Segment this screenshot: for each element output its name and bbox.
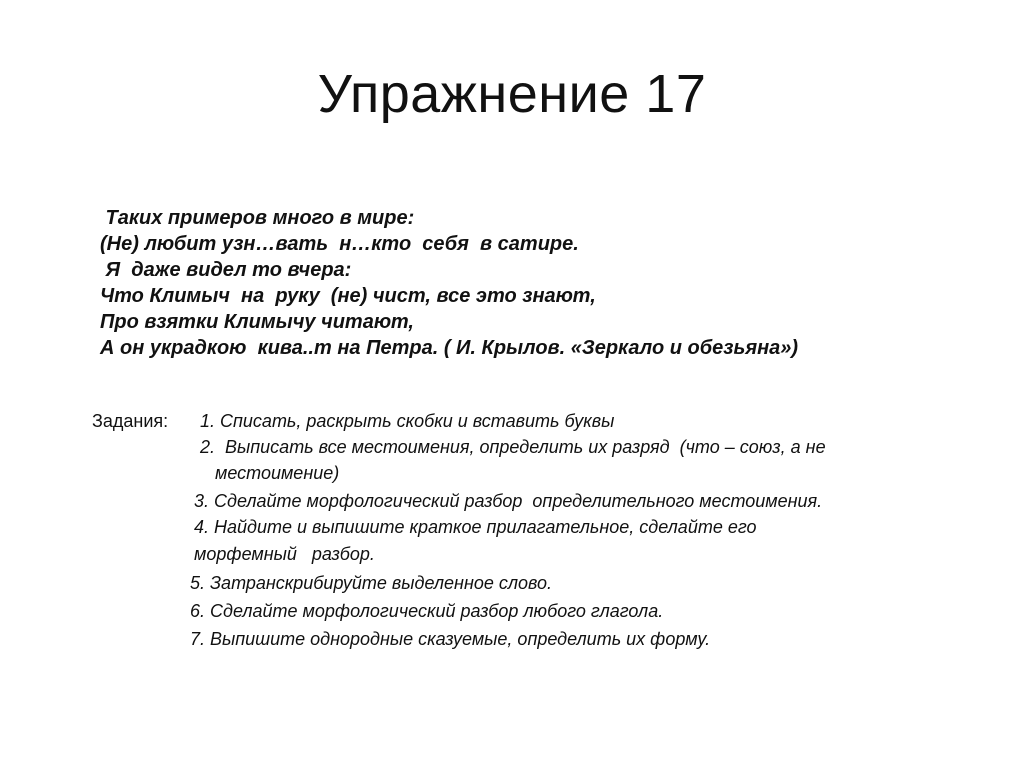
task-item-4: 4. Найдите и выпишите краткое прилагательное, сделайте его (194, 517, 757, 537)
tasks-block (0, 408, 1024, 688)
task-item-7: 7. Выпишите однородные сказуемые, определить их форму. (190, 629, 711, 649)
poem-line: А он украдкою кива..т на Петра. ( И. Крылов. «Зеркало и обезьяна») (100, 337, 799, 359)
poem-line: Я даже видел то вчера: (100, 259, 352, 281)
task-item-2-continued: местоимение) (215, 463, 340, 483)
task-item-3: 3. Сделайте морфологический разбор определительного местоимения. (194, 491, 823, 511)
tasks-label: Задания: (92, 411, 169, 431)
poem-line: (Не) любит узн…вать н…кто себя в сатире. (100, 233, 579, 255)
task-item-5: 5. Затранскрибируйте выделенное слово. (190, 573, 553, 593)
task-item-6: 6. Сделайте морфологический разбор любого глагола. (190, 601, 664, 621)
poem-line: Что Климыч на руку (не) чист, все это знают, (100, 285, 596, 307)
task-item-2: 2. Выписать все местоимения, определить их разряд (что – союз, а не (200, 437, 826, 457)
poem-line: Таких примеров много в мире: (100, 207, 415, 229)
slide-title: Упражнение 17 (317, 64, 707, 124)
poem-excerpt (100, 205, 980, 361)
task-item-1: 1. Списать, раскрыть скобки и вставить буквы (200, 411, 615, 431)
poem-line: Про взятки Климычу читают, (100, 311, 414, 333)
task-item-4-continued: морфемный разбор. (194, 544, 375, 564)
